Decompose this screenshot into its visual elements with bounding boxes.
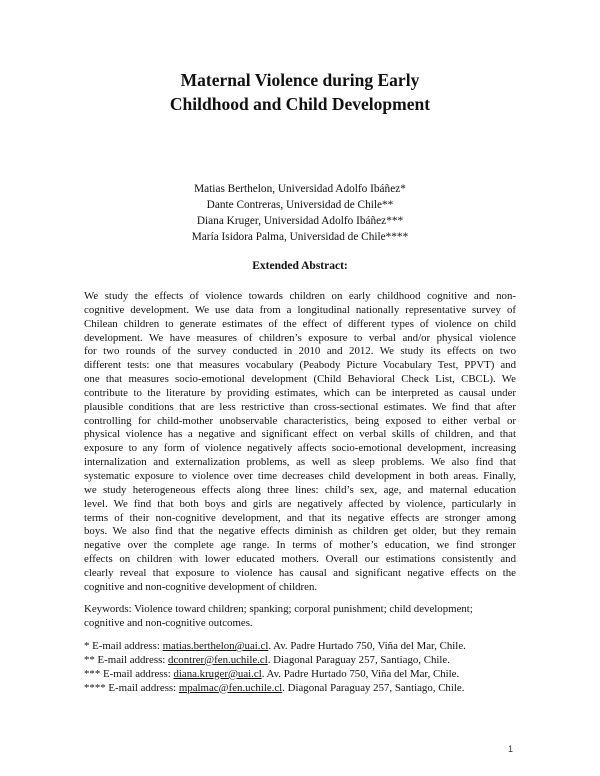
abstract-line: physical violence has a negative and significant effect on verbal skills of children, and that — [84, 428, 516, 441]
abstract-line: terms of their non-cognitive development, and that its negative effects are stronger among — [84, 511, 516, 524]
email-link-4[interactable]: mpalmac@fen.uchile.cl — [178, 681, 283, 694]
author-footnotes — [84, 640, 524, 695]
author-3: Diana Kruger, Universidad Adolfo Ibáñez*** — [196, 215, 404, 227]
author-2: Dante Contreras, Universidad de Chile** — [206, 199, 394, 211]
keywords-line-2: cognitive and non-cognitive outcomes. — [84, 616, 253, 629]
abstract-line: cognitive development. We use data from a longitudinal nationally representative survey of — [84, 303, 516, 316]
footnote-4: **** E-mail address: mpalmac@fen.uchile.cl. Diagonal Paraguay 257, Santiago, Chile. — [84, 681, 465, 694]
email-link-2[interactable]: dcontrer@fen.uchile.cl — [168, 653, 268, 666]
page-number: 1 — [508, 744, 514, 754]
author-4: María Isidora Palma, Universidad de Chile**** — [191, 231, 409, 243]
abstract-line: we study heterogeneous effects along three lines: child’s sex, age, and maternal education — [84, 483, 516, 496]
keywords — [84, 603, 524, 631]
abstract-line: internalization and externalization problems, as well as sleep problems. We also find that — [84, 456, 516, 469]
author-1: Matias Berthelon, Universidad Adolfo Ibáñez* — [194, 183, 406, 195]
abstract-line: controlling for child-mother unobservable characteristics, being exposed to either verbal or — [84, 414, 516, 427]
abstract-line: level. We find that both boys and girls are negatively affected by violence, particularly in — [84, 497, 516, 510]
abstract-line: negative over the complete age range. In terms of mother’s education, we find stronger — [84, 539, 516, 552]
author-list — [0, 181, 600, 245]
abstract-line: plausible conditions that are less restrictive than cross-sectional estimates. We find that after — [84, 400, 516, 413]
abstract-line: effects on children with lower educated mothers. Overall our estimations consistently and — [84, 553, 516, 566]
paper-title — [0, 68, 600, 116]
abstract-line: different tests: one that measures vocabulary (Peabody Picture Vocabulary Test, PPVT) and — [84, 359, 516, 372]
keywords-line-1: Keywords: Violence toward children; spanking; corporal punishment; child development; — [84, 603, 473, 615]
abstract-line: boys. We also find that the negative effects diminish as children get older, but they remain — [84, 525, 516, 538]
abstract-body — [84, 290, 516, 595]
footnote-3: *** E-mail address: diana.kruger@uai.cl. Av. Padre Hurtado 750, Viña del Mar, Chile. — [84, 667, 460, 680]
email-link-1[interactable]: matias.berthelon@uai.cl — [162, 640, 269, 652]
abstract-line: clearly reveal that exposure to violence has causal and significant negative effects on the — [84, 566, 516, 579]
title-line-2: Childhood and Child Development — [169, 94, 431, 114]
abstract-line: cognitive and non-cognitive development of children. — [84, 580, 318, 593]
abstract-heading: Extended Abstract: — [252, 260, 348, 272]
abstract-line: exposure to any form of violence negatively affects socio-emotional development, increasing — [84, 442, 516, 455]
abstract-line: Chilean children to generate estimates of the effect of different types of violence on child — [84, 317, 516, 330]
abstract-line: for two rounds of the survey conducted in 2010 and 2012. We study its effects on two — [84, 345, 516, 358]
title-line-1: Maternal Violence during Early — [180, 70, 420, 90]
abstract-line: contribute to the literature by providing estimates, which can be interpreted as causal under — [84, 386, 516, 399]
abstract-line: We study the effects of violence towards children on early childhood cognitive and non- — [84, 290, 516, 302]
footnote-1: * E-mail address: matias.berthelon@uai.cl. Av. Padre Hurtado 750, Viña del Mar, Chile. — [84, 640, 466, 652]
email-link-3[interactable]: diana.kruger@uai.cl — [173, 667, 262, 680]
abstract-line: development. We have measures of children’s exposure to verbal and/or physical violence — [84, 331, 516, 344]
footnote-2: ** E-mail address: dcontrer@fen.uchile.cl. Diagonal Paraguay 257, Santiago, Chile. — [84, 653, 450, 666]
abstract-line: one that measures socio-emotional development (Child Behavioral Check List, CBCL). We — [84, 373, 516, 386]
abstract-line: systematic exposure to violence over time decreases child development in both areas. Finally, — [84, 469, 516, 482]
